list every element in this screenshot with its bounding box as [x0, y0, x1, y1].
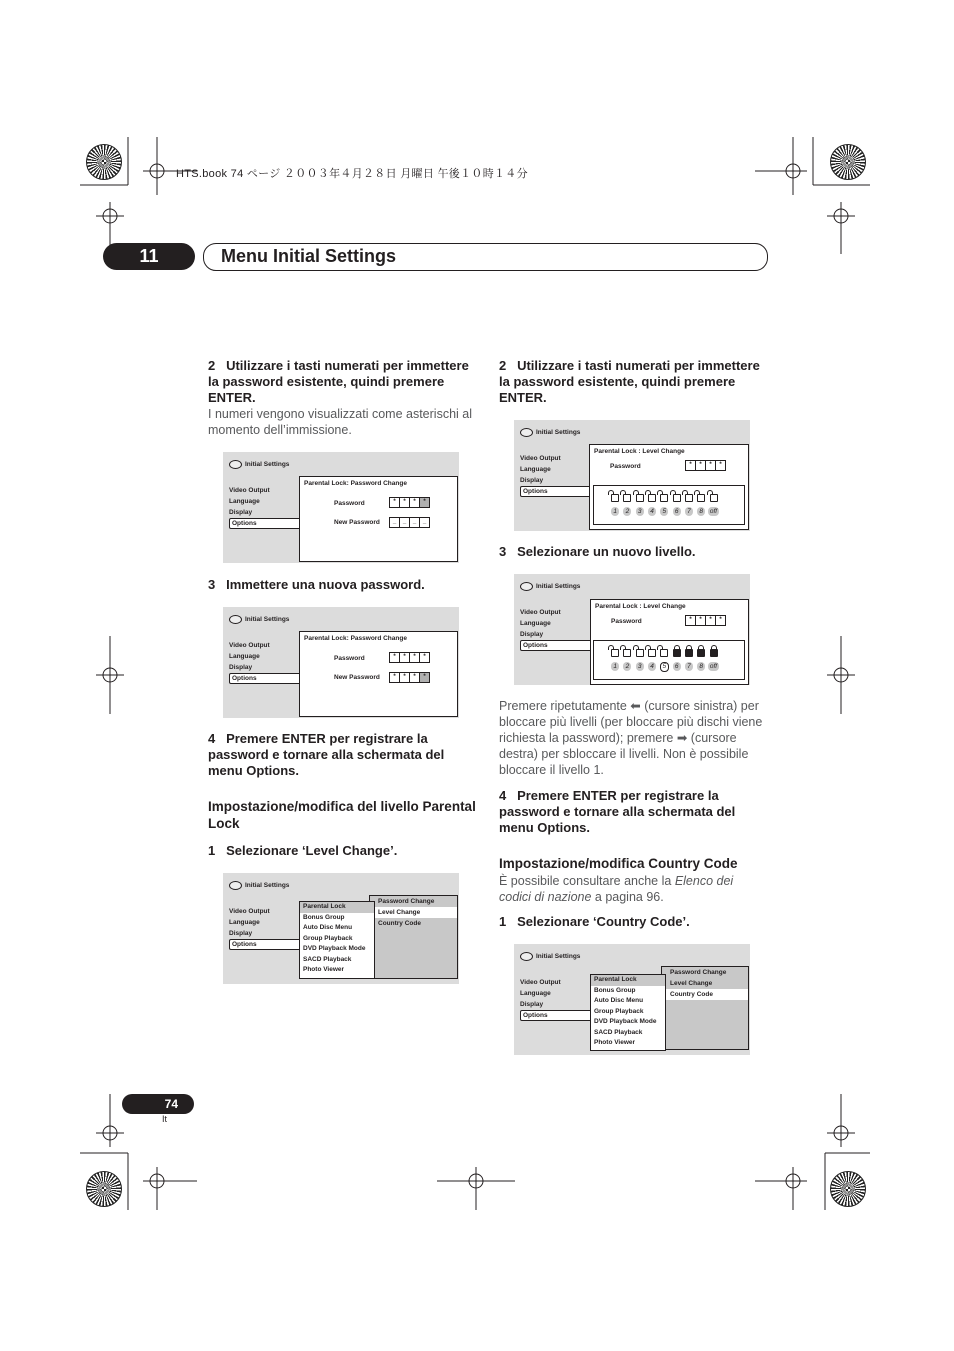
unlock-icon	[710, 494, 718, 502]
menu-item-selected: Options	[229, 673, 301, 684]
right-step-2: 2 Utilizzare i tasti numerati per immettere la password esistente, quindi premere ENTER.	[499, 358, 760, 405]
password-label: Password	[610, 463, 641, 470]
screen-menu	[520, 607, 592, 651]
level-selector	[593, 485, 745, 525]
password-label: Password	[611, 618, 642, 625]
screen-title: Initial Settings	[520, 952, 580, 961]
screen-title: Initial Settings	[229, 460, 289, 469]
level-number: off	[709, 508, 718, 515]
submenu-item: Group Playback	[594, 1007, 644, 1015]
language-code: It	[162, 1114, 168, 1124]
screen-options-country-code	[514, 944, 750, 1055]
menu-item: Video Output	[520, 455, 561, 462]
password-boxes: * * * *	[389, 497, 429, 508]
submenu-item: DVD Playback Mode	[303, 945, 366, 952]
right-step-1: 1 Selezionare ‘Country Code’.	[499, 914, 690, 929]
parental-submenu	[369, 895, 458, 979]
right-step-4: 4 Premere ENTER per registrare la password e tornare alla schermata del menu Options.	[499, 788, 736, 835]
unlock-icon	[648, 494, 656, 502]
left-section-title: Impostazione/modifica del livello Parental Lock	[208, 799, 476, 831]
screen-title: Initial Settings	[520, 428, 580, 437]
submenu-item: Photo Viewer	[303, 966, 345, 973]
submenu-item: Password Change	[670, 969, 727, 976]
menu-item-selected: Options	[520, 640, 592, 651]
level-number: 3	[636, 507, 644, 516]
submenu-item-selected: Level Change	[370, 907, 457, 918]
disc-icon	[520, 428, 533, 437]
menu-item: Language	[229, 919, 260, 926]
right-section-title: Impostazione/modifica Country Code	[499, 856, 738, 871]
submenu-item: SACD Playback	[594, 1028, 643, 1036]
disc-icon	[229, 460, 242, 469]
menu-item-selected: Options	[229, 518, 301, 529]
step-text: Utilizzare i tasti numerati per immettere la password esistente, quindi premere ENTER.	[208, 358, 469, 405]
unlock-icon	[660, 649, 668, 657]
lock-icon	[673, 649, 681, 657]
menu-item: Video Output	[520, 979, 561, 986]
submenu-item: Auto Disc Menu	[594, 997, 644, 1004]
level-number-row	[609, 662, 720, 672]
screen-menu	[229, 485, 301, 529]
password-panel	[299, 631, 458, 717]
panel-title: Parental Lock: Password Change	[304, 635, 407, 642]
level-number: 8	[697, 507, 705, 516]
screen-title: Initial Settings	[229, 881, 289, 890]
unlock-icon	[636, 494, 644, 502]
menu-item: Language	[520, 620, 551, 627]
level-number: 1	[611, 662, 619, 671]
lock-icon	[710, 649, 718, 657]
level-number: 4	[648, 662, 656, 671]
submenu-item: Bonus Group	[303, 913, 345, 921]
level-number: 8	[697, 662, 705, 671]
options-submenu	[590, 974, 666, 1051]
screen-options-level-change	[223, 873, 459, 984]
screen-menu	[520, 977, 592, 1021]
level-number: 6	[673, 662, 681, 671]
level-number-selected: 5	[660, 662, 669, 672]
menu-item: Display	[229, 930, 253, 937]
menu-item: Display	[520, 631, 544, 638]
screen-title: Initial Settings	[520, 582, 580, 591]
menu-item: Display	[229, 509, 253, 516]
new-password-label: New Password	[334, 674, 380, 681]
submenu-item: Level Change	[670, 980, 713, 987]
page-number-badge: 74	[122, 1094, 194, 1114]
submenu-item: DVD Playback Mode	[594, 1018, 657, 1025]
screen-password-change-1	[223, 452, 459, 563]
panel-title: Parental Lock: Password Change	[304, 480, 407, 487]
menu-item: Display	[229, 664, 253, 671]
unlock-icon	[623, 649, 631, 657]
level-number: off	[709, 663, 718, 670]
menu-item: Language	[520, 466, 551, 473]
password-label: Password	[334, 500, 365, 507]
left-step-1: 1 Selezionare ‘Level Change’.	[208, 843, 398, 858]
screen-level-change-2	[514, 574, 750, 685]
menu-item-selected: Options	[520, 486, 592, 497]
submenu-item: Password Change	[378, 898, 435, 905]
disc-icon	[520, 582, 533, 591]
new-password-boxes: * * * *	[389, 672, 429, 683]
screen-level-change-1	[514, 420, 750, 531]
submenu-item-selected: Parental Lock	[300, 902, 374, 913]
chapter-title: Menu Initial Settings	[221, 246, 397, 266]
level-number: 7	[685, 662, 693, 671]
password-boxes: * * * *	[685, 460, 725, 471]
screen-menu	[229, 640, 301, 684]
unlock-icon	[623, 494, 631, 502]
left-step-3: 3 Immettere una nuova password.	[208, 577, 425, 592]
menu-item: Video Output	[229, 487, 270, 494]
unlock-icon	[611, 649, 619, 657]
options-submenu	[299, 901, 375, 979]
level-number: 3	[636, 662, 644, 671]
screen-menu	[520, 453, 592, 497]
unlock-icon	[660, 494, 668, 502]
chapter-number-badge: 11	[103, 243, 195, 270]
submenu-item: Country Code	[378, 920, 421, 927]
menu-item: Language	[520, 990, 551, 997]
submenu-item: Group Playback	[303, 934, 353, 942]
left-step-4: 4 Premere ENTER per registrare la password e tornare alla schermata del menu Options.	[208, 731, 445, 778]
level-number: 2	[623, 662, 631, 671]
submenu-item: SACD Playback	[303, 955, 352, 963]
screen-password-change-2	[223, 607, 459, 718]
menu-item-selected: Options	[520, 1010, 592, 1021]
disc-icon	[229, 615, 242, 624]
password-panel	[299, 476, 458, 562]
password-label: Password	[334, 655, 365, 662]
menu-item: Language	[229, 498, 260, 505]
level-number: 7	[685, 507, 693, 516]
disc-icon	[229, 881, 242, 890]
menu-item: Video Output	[229, 908, 270, 915]
level-number-row	[609, 507, 720, 516]
lock-icon	[685, 649, 693, 657]
level-panel	[589, 444, 749, 530]
right-body-country-code: È possibile consultare anche la Elenco dei codici di nazione a pagina 96.	[499, 874, 734, 904]
menu-item: Video Output	[229, 642, 270, 649]
lock-row	[609, 644, 720, 659]
level-number: 5	[660, 507, 668, 516]
level-number: 1	[611, 507, 619, 516]
left-step-2	[208, 358, 476, 438]
step-body: I numeri vengono visualizzati come asterischi al momento dell’immissione.	[208, 407, 473, 437]
disc-icon	[520, 952, 533, 961]
submenu-item-selected: Country Code	[662, 989, 748, 1000]
level-number: 4	[648, 507, 656, 516]
lock-icon	[697, 649, 705, 657]
password-boxes: * * * *	[389, 652, 429, 663]
menu-item: Language	[229, 653, 260, 660]
screen-menu	[229, 906, 301, 950]
submenu-item: Auto Disc Menu	[303, 924, 353, 931]
file-header-line: HTS.book 74 ページ ２００３年４月２８日 月曜日 午後１０時１４分	[176, 168, 528, 180]
panel-title: Parental Lock : Level Change	[595, 603, 686, 610]
unlock-icon	[648, 649, 656, 657]
level-selector	[593, 640, 745, 680]
menu-item: Video Output	[520, 609, 561, 616]
lock-row	[609, 489, 720, 504]
unlock-icon	[636, 649, 644, 657]
right-step-3: 3 Selezionare un nuovo livello.	[499, 544, 696, 559]
level-number: 2	[623, 507, 631, 516]
unlock-icon	[611, 494, 619, 502]
right-body-level-instructions: Premere ripetutamente ⬅ (cursore sinistra) per bloccare più livelli (per bloccare più dischi viene richiesta la password); premere ➡ (cursore destra) per sbloccare il livelli. Non è possibile bloccare il livello 1.	[499, 699, 763, 777]
unlock-icon	[697, 494, 705, 502]
screen-title: Initial Settings	[229, 615, 289, 624]
new-password-boxes: _ _ _ _	[389, 517, 429, 528]
level-panel	[590, 599, 749, 685]
new-password-label: New Password	[334, 519, 380, 526]
step-number: 2	[208, 358, 216, 373]
panel-title: Parental Lock : Level Change	[594, 448, 685, 455]
menu-item-selected: Options	[229, 939, 301, 950]
unlock-icon	[685, 494, 693, 502]
unlock-icon	[673, 494, 681, 502]
menu-item: Display	[520, 1001, 544, 1008]
level-number: 6	[673, 507, 681, 516]
submenu-item: Photo Viewer	[594, 1039, 636, 1046]
submenu-item: Bonus Group	[594, 986, 636, 994]
menu-item: Display	[520, 477, 544, 484]
cross-reference: Elenco dei codici di nazione	[499, 874, 734, 904]
parental-submenu	[661, 966, 749, 1050]
submenu-item-selected: Parental Lock	[591, 975, 665, 986]
password-boxes: * * * *	[685, 615, 725, 626]
